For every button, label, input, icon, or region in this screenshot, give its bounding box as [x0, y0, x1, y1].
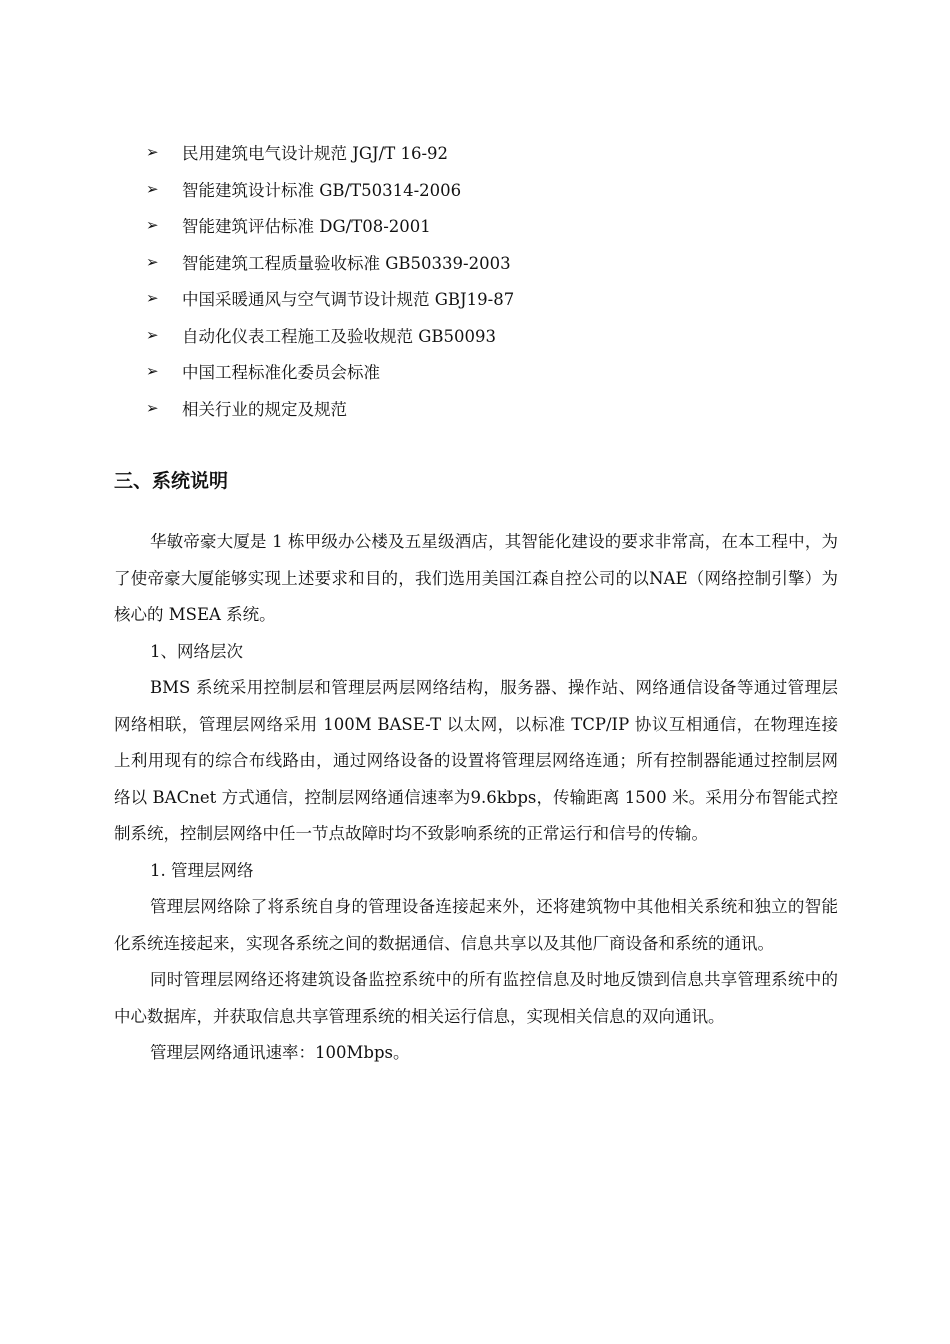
list-item-text: 中国工程标准化委员会标准 — [182, 363, 380, 383]
subheading-management-network: 1. 管理层网络 — [150, 860, 254, 880]
list-item — [146, 280, 846, 317]
section-body — [114, 524, 838, 1072]
list-item-text: 智能建筑评估标准 DG/T08-2001 — [182, 217, 431, 237]
management-paragraph-2: 同时管理层网络还将建筑设备监控系统中的所有监控信息及时地反馈到信息共享管理系统中的中心数据库，并获取信息共享管理系统的相关运行信息，实现相关信息的双向通讯。 — [114, 970, 838, 1026]
list-item — [146, 353, 846, 390]
management-speed: 管理层网络通讯速率：100Mbps。 — [150, 1043, 410, 1062]
arrow-bullet-icon: ➢ — [146, 252, 159, 271]
list-item-text: 民用建筑电气设计规范 JGJ/T 16-92 — [182, 144, 449, 164]
standards-list — [146, 134, 846, 426]
section-heading: 三、系统说明 — [114, 470, 229, 492]
list-item — [146, 134, 846, 171]
list-item-text: 相关行业的规定及规范 — [182, 399, 347, 419]
list-item — [146, 244, 846, 281]
arrow-bullet-icon: ➢ — [146, 289, 159, 308]
management-paragraph: 管理层网络除了将系统自身的管理设备连接起来外，还将建筑物中其他相关系统和独立的智能化系统连接起来，实现各系统之间的数据通信、信息共享以及其他厂商设备和系统的通讯。 — [114, 897, 838, 953]
network-paragraph: BMS 系统采用控制层和管理层两层网络结构，服务器、操作站、网络通信设备等通过管理层网络相联，管理层网络采用 100M BASE-T 以太网，以标准 TCP/IP 协议互相通信，在物理连接上利用现有的综合布线路由，通过网络设备的设置将管理层网络连通；所有控制器能通过控制层网络以 BACnet 方式通信，控制层网络通信速率为9.6kbps，传输距离 1500 米。采用分布智能式控制系统，控制层网络中任一节点故障时均不致影响系统的正常运行和信号的传输。 — [114, 678, 838, 843]
list-item — [146, 317, 846, 354]
intro-paragraph: 华敏帝豪大厦是 1 栋甲级办公楼及五星级酒店，其智能化建设的要求非常高，在本工程中，为了使帝豪大厦能够实现上述要求和目的，我们选用美国江森自控公司的以NAE（网络控制引擎）为核心的 MSEA 系统。 — [114, 532, 838, 624]
arrow-bullet-icon: ➢ — [146, 143, 159, 162]
arrow-bullet-icon: ➢ — [146, 362, 159, 381]
arrow-bullet-icon: ➢ — [146, 398, 159, 417]
arrow-bullet-icon: ➢ — [146, 216, 159, 235]
list-item-text: 自动化仪表工程施工及验收规范 GB50093 — [182, 326, 497, 346]
list-item-text: 中国采暖通风与空气调节设计规范 GBJ19-87 — [182, 290, 515, 310]
list-item — [146, 390, 846, 427]
subheading-network-levels: 1、网络层次 — [150, 641, 243, 661]
list-item-text: 智能建筑设计标准 GB/T50314-2006 — [182, 180, 462, 200]
arrow-bullet-icon: ➢ — [146, 179, 159, 198]
list-item-text: 智能建筑工程质量验收标准 GB50339-2003 — [182, 253, 511, 273]
list-item — [146, 171, 846, 208]
arrow-bullet-icon: ➢ — [146, 325, 159, 344]
list-item — [146, 207, 846, 244]
